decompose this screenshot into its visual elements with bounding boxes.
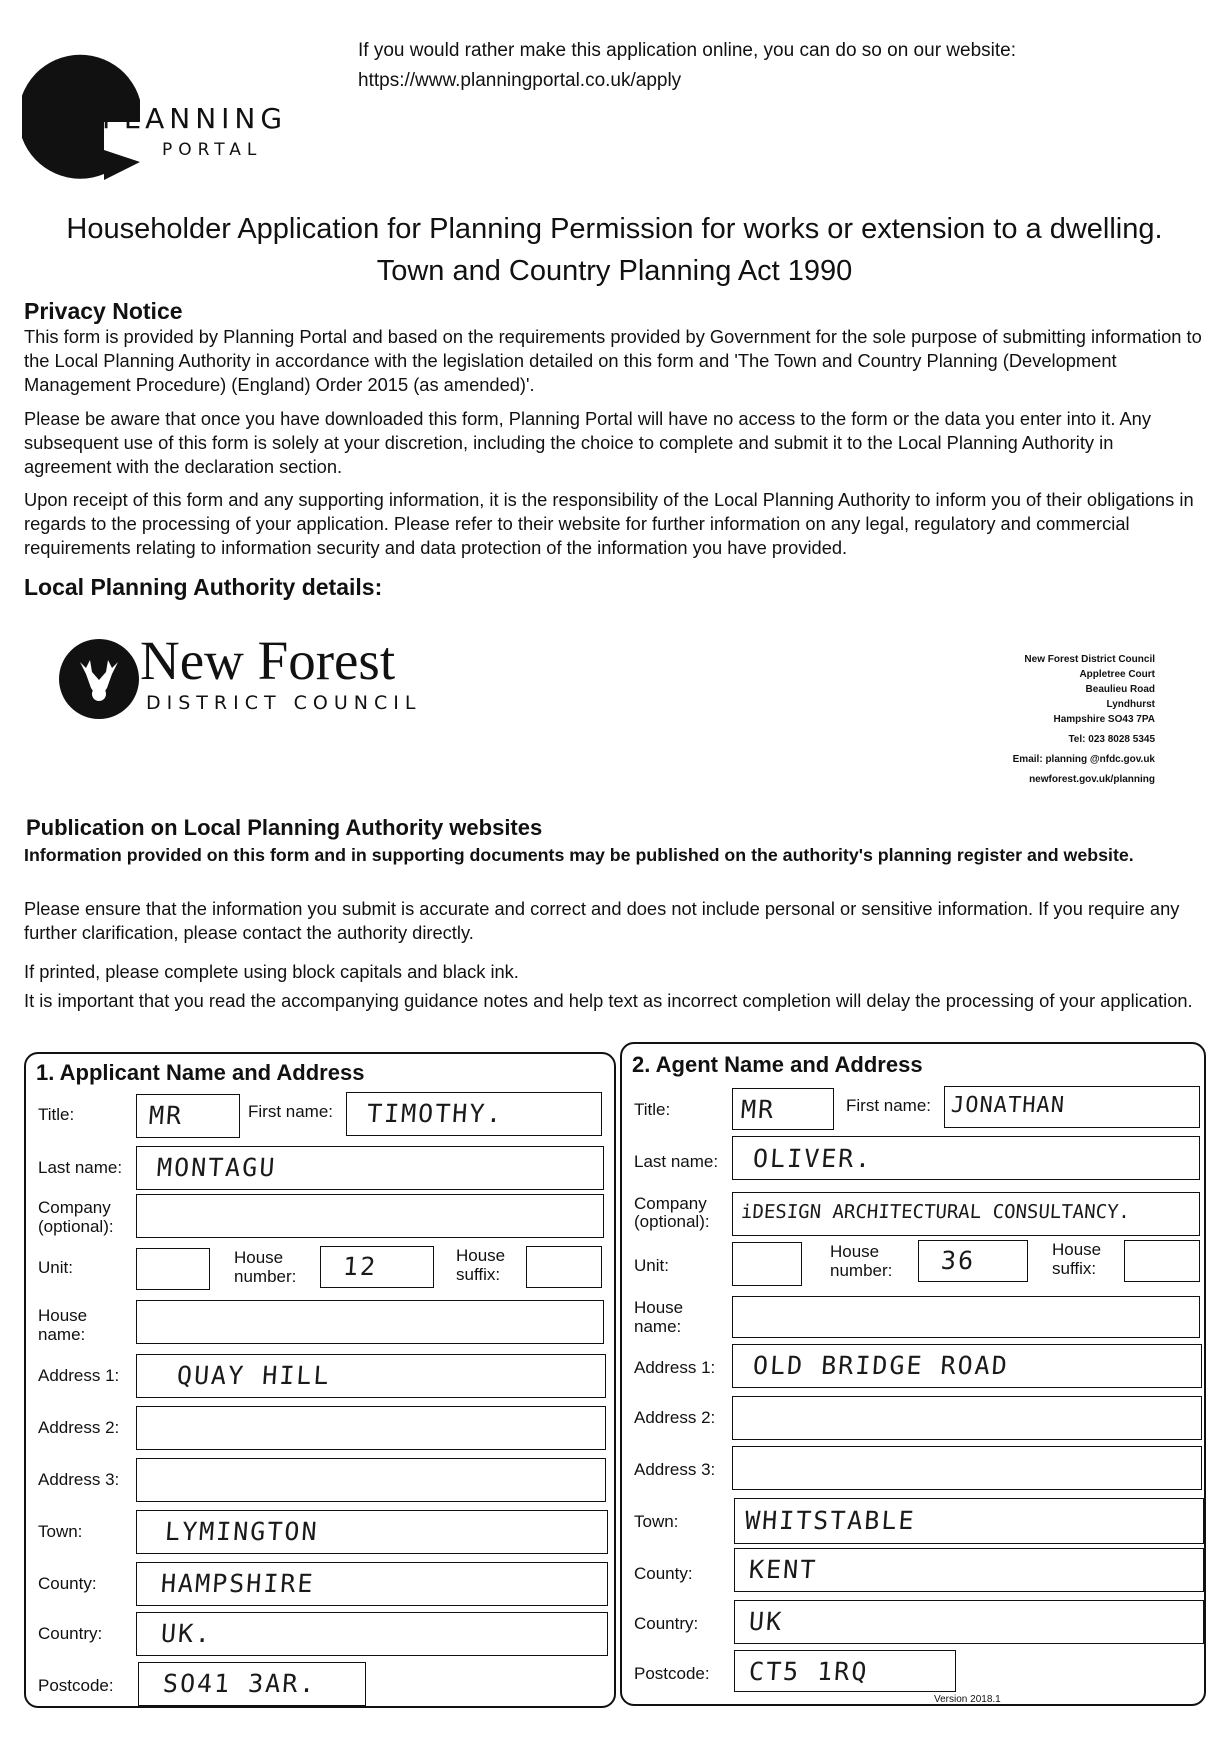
applicant-house-number-value: 12	[341, 1252, 379, 1281]
address2-label: Address 2:	[38, 1418, 120, 1437]
agent-postcode-field[interactable]	[734, 1650, 956, 1692]
applicant-address1-value: QUAY HILL	[175, 1361, 332, 1390]
postcode-label: Postcode:	[634, 1664, 710, 1683]
agent-title-value: MR	[739, 1095, 777, 1124]
nfdc-tel: 023 8028 5345	[1088, 734, 1155, 745]
house-name-label-line1: House	[634, 1298, 684, 1317]
logo-line-portal: PORTAL	[162, 140, 263, 160]
agent-first-name-value: JONATHAN	[950, 1093, 1066, 1118]
applicant-unit-field[interactable]	[136, 1248, 210, 1290]
agent-address1-value: OLD BRIDGE ROAD	[751, 1351, 1010, 1380]
house-suffix-label-line1: House	[456, 1246, 506, 1265]
agent-county-value: KENT	[747, 1555, 819, 1584]
publication-paragraph-1: Information provided on this form and in supporting documents may be published on the authority's planning register and website.	[24, 845, 1134, 865]
online-apply-link[interactable]: https://www.planningportal.co.uk/apply	[358, 70, 682, 91]
agent-address3-field[interactable]	[732, 1446, 1202, 1490]
applicant-first-name-value: TIMOTHY.	[365, 1099, 505, 1128]
applicant-address1-field[interactable]	[136, 1354, 606, 1398]
address1-label: Address 1:	[634, 1358, 716, 1377]
country-label: Country:	[38, 1624, 103, 1643]
agent-country-field[interactable]	[734, 1600, 1204, 1644]
applicant-last-name-field[interactable]	[136, 1146, 604, 1190]
nfdc-tel-label: Tel:	[1068, 734, 1086, 745]
agent-company-field[interactable]	[732, 1192, 1200, 1236]
applicant-town-value: LYMINGTON	[163, 1517, 320, 1546]
lpa-details-heading: Local Planning Authority details:	[24, 574, 383, 600]
first-name-label: First name:	[846, 1096, 932, 1115]
agent-last-name-value: OLIVER.	[751, 1144, 874, 1173]
unit-label: Unit:	[38, 1258, 73, 1277]
company-label-line1: Company	[38, 1198, 111, 1217]
agent-town-field[interactable]	[734, 1498, 1204, 1544]
applicant-last-name-value: MONTAGU	[155, 1153, 278, 1182]
nfdc-address-block	[1013, 652, 1155, 787]
applicant-house-suffix-field[interactable]	[526, 1246, 602, 1288]
applicant-postcode-field[interactable]	[138, 1662, 366, 1706]
address1-label: Address 1:	[38, 1366, 120, 1385]
house-suffix-label-line2: suffix:	[456, 1265, 501, 1284]
applicant-first-name-field[interactable]	[346, 1092, 602, 1136]
applicant-company-field[interactable]	[136, 1194, 604, 1238]
unit-label: Unit:	[634, 1256, 669, 1275]
applicant-house-number-field[interactable]	[320, 1246, 434, 1288]
nfdc-address-line: Lyndhurst	[1106, 699, 1155, 710]
applicant-county-field[interactable]	[136, 1562, 608, 1606]
nfdc-address-line: New Forest District Council	[1024, 654, 1155, 665]
agent-company-value: iDESIGN ARCHITECTURAL CONSULTANCY.	[740, 1201, 1131, 1223]
agent-country-value: UK	[747, 1607, 785, 1636]
nfdc-address-line: Beaulieu Road	[1085, 684, 1155, 695]
applicant-address3-field[interactable]	[136, 1458, 606, 1502]
town-label: Town:	[634, 1512, 679, 1531]
privacy-notice-heading: Privacy Notice	[24, 298, 183, 324]
address2-label: Address 2:	[634, 1408, 716, 1427]
applicant-country-value: UK.	[159, 1619, 214, 1648]
publication-paragraph-3: If printed, please complete using block capitals and black ink.	[24, 961, 519, 982]
nfdc-logo-subtitle: DISTRICT COUNCIL	[146, 692, 422, 714]
town-label: Town:	[38, 1522, 83, 1541]
nfdc-address-line: Appletree Court	[1079, 669, 1155, 680]
applicant-house-name-field[interactable]	[136, 1300, 604, 1344]
applicant-heading: 1. Applicant Name and Address	[36, 1060, 365, 1085]
publication-paragraph-4: It is important that you read the accompanying guidance notes and help text as incorrect completion will delay the processing of your application.	[24, 990, 1193, 1011]
applicant-title-field[interactable]	[136, 1094, 240, 1138]
applicant-address2-field[interactable]	[136, 1406, 606, 1450]
house-number-label-line1: House	[234, 1248, 284, 1267]
online-note-text: If you would rather make this application online, you can do so on our website:	[358, 40, 1016, 61]
agent-first-name-field[interactable]	[944, 1086, 1200, 1128]
first-name-label: First name:	[248, 1102, 334, 1121]
house-suffix-label-line1: House	[1052, 1240, 1102, 1259]
agent-postcode-value: CT5 1RQ	[747, 1657, 870, 1686]
postcode-label: Postcode:	[38, 1676, 114, 1695]
company-label-line2: (optional):	[38, 1217, 114, 1236]
nfdc-website: newforest.gov.uk/planning	[1029, 774, 1155, 785]
house-name-label-line1: House	[38, 1306, 88, 1325]
privacy-paragraph-1: This form is provided by Planning Portal and based on the requirements provided by Government for the sole purpose of submitting information to the Local Planning Authority in accordance with the legislation detailed on this form and 'The Town and Country Planning (Development Management Procedure) (England) Order 2015 (as amended)'.	[24, 326, 1202, 395]
company-label-line1: Company	[634, 1194, 707, 1213]
applicant-panel	[24, 1052, 616, 1708]
agent-address1-field[interactable]	[732, 1344, 1202, 1388]
agent-county-field[interactable]	[734, 1548, 1204, 1592]
publication-heading: Publication on Local Planning Authority websites	[26, 815, 543, 840]
agent-house-suffix-field[interactable]	[1124, 1240, 1200, 1282]
applicant-title-value: MR	[147, 1101, 185, 1130]
house-name-label-line2: name:	[38, 1325, 86, 1344]
privacy-paragraph-3: Upon receipt of this form and any supporting information, it is the responsibility of the Local Planning Authority to inform you of their obligations in regards to the processing of your application. Please refer to their website for further information on any legal, regulatory and commercial requirements relating to information security and data protection of the information you have provided.	[24, 489, 1194, 558]
agent-address2-field[interactable]	[732, 1396, 1202, 1440]
agent-town-value: WHITSTABLE	[743, 1506, 917, 1535]
applicant-county-value: HAMPSHIRE	[159, 1569, 316, 1598]
house-name-label-line2: name:	[634, 1317, 682, 1336]
online-application-note	[358, 36, 1016, 96]
publication-paragraph-2: Please ensure that the information you submit is accurate and correct and does not include personal or sensitive information. If you require any further clarification, please contact the authority directly.	[24, 898, 1180, 943]
form-version: Version 2018.1	[934, 1694, 1001, 1705]
house-suffix-label-line2: suffix:	[1052, 1259, 1097, 1278]
privacy-paragraph-2: Please be aware that once you have downloaded this form, Planning Portal will have no access to the form or the data you enter into it. Any subsequent use of this form is solely at your discretion, including the choice to complete and submit it to the Local Planning Authority in agreement with the declaration section.	[24, 408, 1151, 477]
country-label: Country:	[634, 1614, 699, 1633]
house-number-label-line1: House	[830, 1242, 880, 1261]
form-title-line1: Householder Application for Planning Permission for works or extension to a dwelling.	[66, 213, 1163, 245]
planning-portal-logo	[22, 52, 322, 182]
agent-house-number-field[interactable]	[918, 1240, 1028, 1282]
title-label: Title:	[634, 1100, 671, 1119]
applicant-country-field[interactable]	[136, 1612, 608, 1656]
agent-house-name-field[interactable]	[732, 1296, 1200, 1338]
agent-last-name-field[interactable]	[732, 1136, 1200, 1180]
nfdc-stag-crest-icon	[58, 638, 140, 720]
last-name-label: Last name:	[634, 1152, 719, 1171]
agent-panel	[620, 1042, 1206, 1706]
address3-label: Address 3:	[634, 1460, 716, 1479]
agent-heading: 2. Agent Name and Address	[632, 1052, 923, 1077]
form-title-line2: Town and Country Planning Act 1990	[376, 255, 853, 287]
nfdc-email-label: Email:	[1012, 754, 1043, 765]
nfdc-logo-name: New Forest	[140, 630, 396, 691]
logo-line-planning: PLANNING	[102, 102, 288, 135]
applicant-town-field[interactable]	[136, 1510, 608, 1554]
agent-house-number-value: 36	[939, 1246, 977, 1275]
company-label-line2: (optional):	[634, 1212, 710, 1231]
county-label: County:	[634, 1564, 693, 1583]
last-name-label: Last name:	[38, 1158, 123, 1177]
county-label: County:	[38, 1574, 97, 1593]
agent-title-field[interactable]	[732, 1088, 834, 1130]
agent-unit-field[interactable]	[732, 1242, 802, 1286]
address3-label: Address 3:	[38, 1470, 120, 1489]
applicant-postcode-value: SO41 3AR.	[161, 1669, 318, 1698]
title-label: Title:	[38, 1105, 75, 1124]
nfdc-address-line: Hampshire SO43 7PA	[1053, 714, 1155, 725]
form-title	[0, 208, 1229, 292]
house-number-label-line2: number:	[234, 1267, 297, 1286]
house-number-label-line2: number:	[830, 1261, 893, 1280]
nfdc-email: planning @nfdc.gov.uk	[1045, 754, 1155, 765]
